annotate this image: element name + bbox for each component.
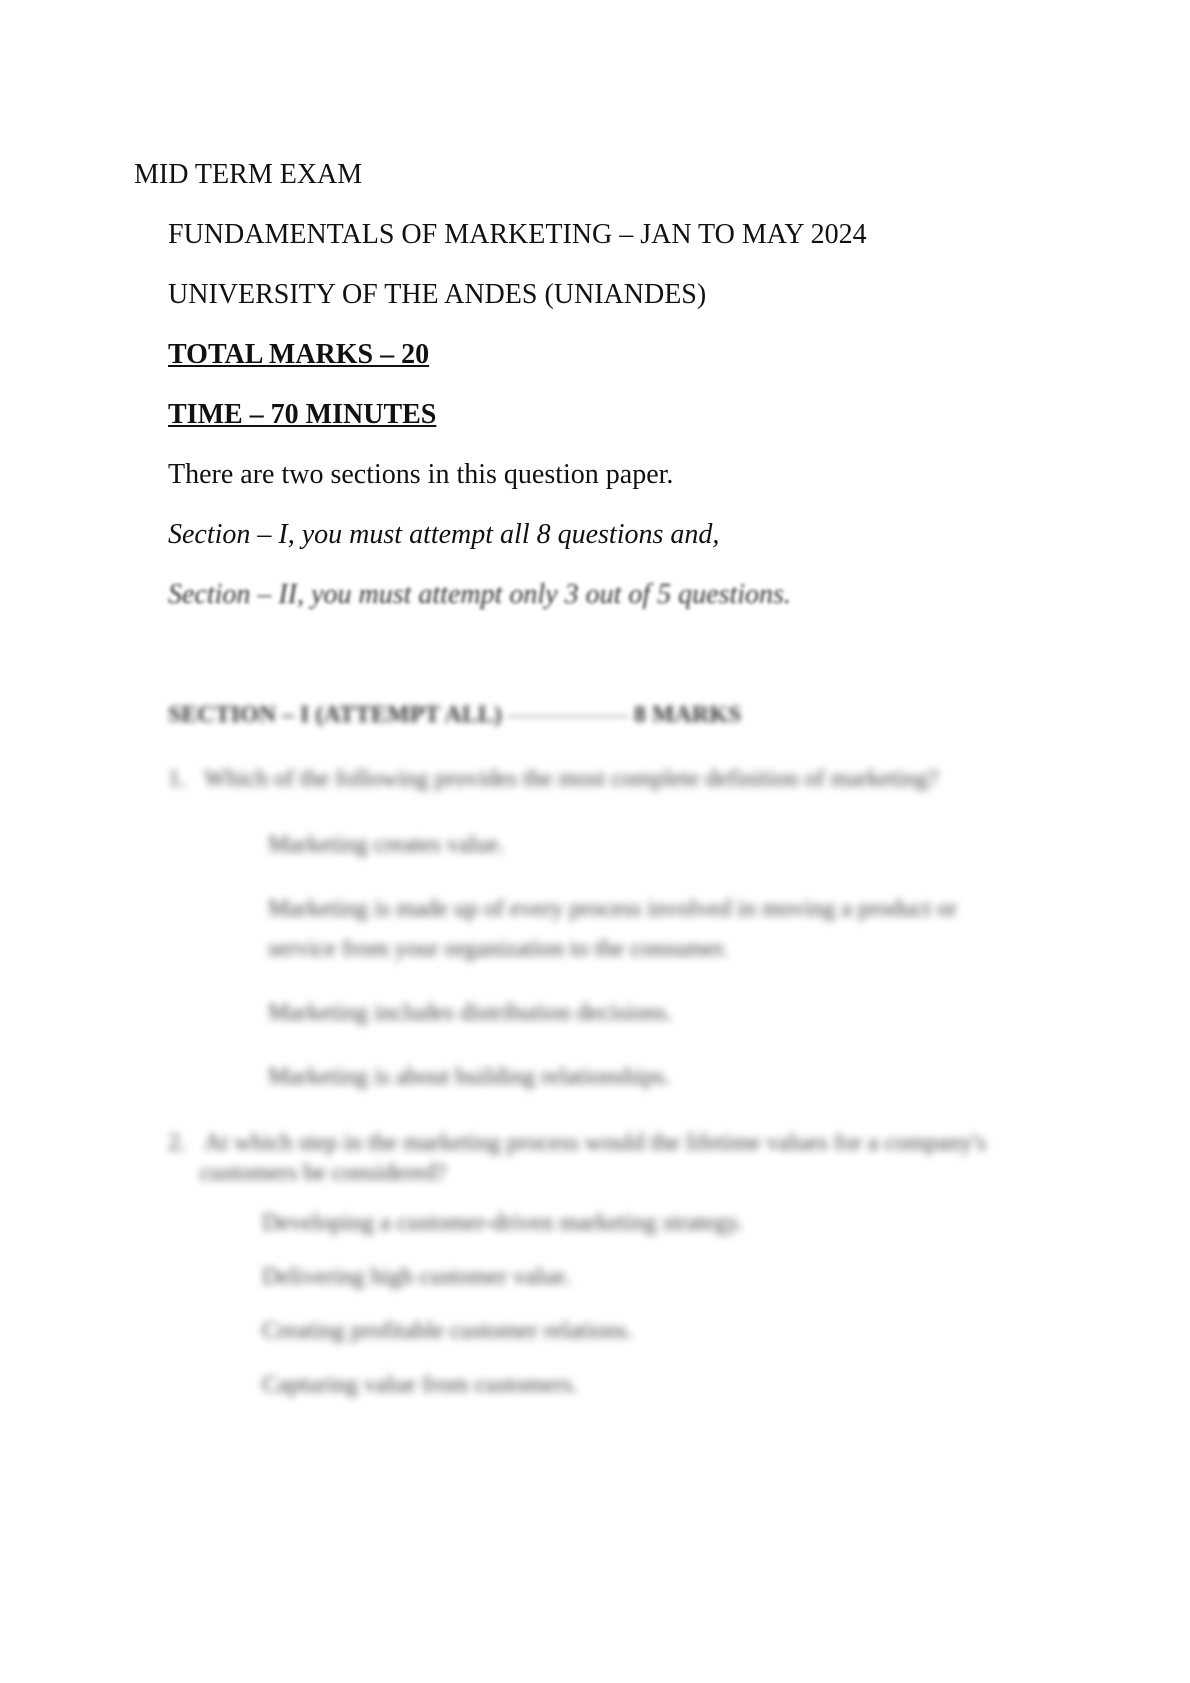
option-2b: Delivering high customer value.: [262, 1264, 572, 1290]
section-heading-title: SECTION – I (ATTEMPT ALL): [168, 702, 502, 728]
question-2-cont: customers be considered?: [200, 1160, 447, 1186]
instructions-section-two: Section – II, you must attempt only 3 out of 5 questions.: [168, 579, 791, 610]
section-heading-marks: 8 MARKS: [633, 702, 742, 728]
question-number: 1.: [168, 766, 186, 792]
instructions-intro: There are two sections in this question paper.: [168, 459, 674, 490]
question-2: [168, 1126, 986, 1160]
question-1: [168, 762, 938, 796]
option-1c: Marketing includes distribution decisions.: [268, 1000, 672, 1026]
option-1b: Marketing is made up of every process involved in moving a product or: [268, 896, 958, 922]
option-1d: Marketing is about building relationships.: [268, 1064, 670, 1090]
option-2d: Capturing value from customers.: [262, 1372, 578, 1398]
option-1a: Marketing creates value.: [268, 832, 505, 858]
option-1b-cont: service from your organization to the consumer.: [268, 936, 729, 962]
exam-title: MID TERM EXAM: [134, 159, 363, 190]
course-title: FUNDAMENTALS OF MARKETING – JAN TO MAY 2024: [168, 219, 867, 250]
question-text: Which of the following provides the most complete definition of marketing?: [204, 766, 939, 792]
section-heading: [168, 698, 741, 732]
question-text: At which step in the marketing process would the lifetime values for a company's: [204, 1130, 987, 1156]
option-2c: Creating profitable customer relations.: [262, 1318, 633, 1344]
option-2a: Developing a customer-driven marketing strategy.: [262, 1210, 744, 1236]
instructions-section-one: Section – I, you must attempt all 8 questions and,: [168, 519, 720, 550]
question-number: 2.: [168, 1130, 186, 1156]
time-limit: TIME – 70 MINUTES: [168, 399, 437, 430]
university-name: UNIVERSITY OF THE ANDES (UNIANDES): [168, 279, 707, 310]
total-marks: TOTAL MARKS – 20: [168, 339, 430, 370]
section-heading-dashes: ––––––––––: [507, 702, 628, 728]
